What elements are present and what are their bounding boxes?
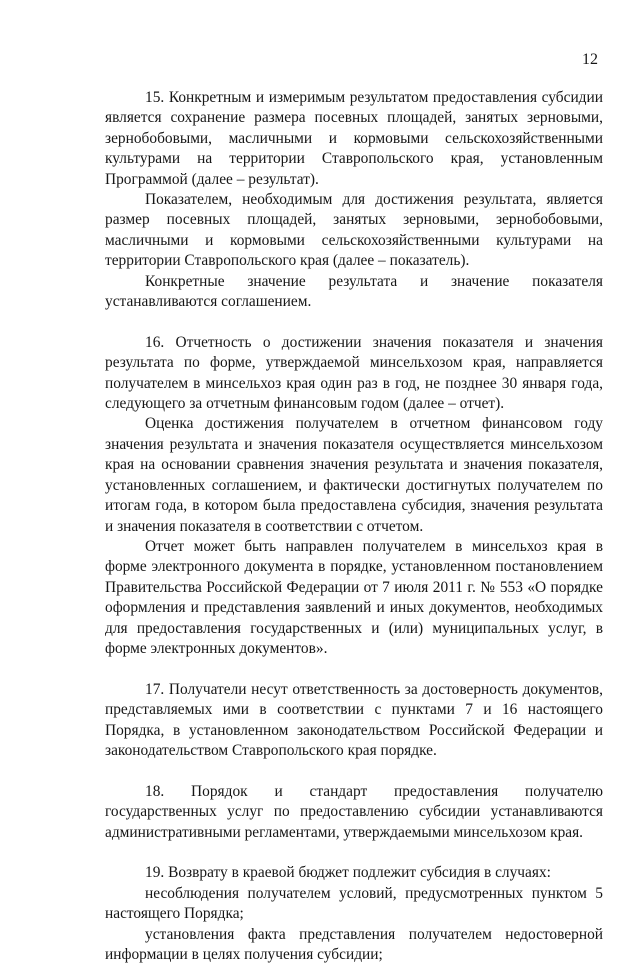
paragraph-16-evaluation: Оценка достижения получателем в отчетном финансовом году значения результата и значения показателя осуществляется минсельхозом края на основании сравнения значения результата и значения показателя, установленных соглашением, и фактически достигнутых получателем по итогам года, в котором была предоставлена субсидия, значения результата и значения показателя в соответствии с отчетом. (105, 415, 603, 535)
paragraph-15-indicator: Показателем, необходимым для достижения результата, является размер посевных площадей, занятых зерновыми, зернобобовыми, масличными и кормовыми сельскохозяйственными культурами на территории Ставропольского края (далее – показатель). (105, 191, 603, 270)
page-number: 12 (582, 51, 598, 68)
document-body (105, 88, 603, 965)
paragraph-19-refund: 19. Возврату в краевой бюджет подлежит субсидия в случаях: (145, 864, 551, 882)
paragraph-16-electronic: Отчет может быть направлен получателем в минсельхоз края в форме электронного документа в порядке, установленном постановлением Правительства Российской Федерации от 7 июля 2011 г. № 553 «О порядке оформления и представления заявлений и иных документов, необходимых для предоставления государственных и (или) муниципальных услуг, в форме электронных документов». (105, 537, 603, 657)
paragraph-18-standard: 18. Порядок и стандарт предоставления получателю государственных услуг по предоставлению субсидии устанавливаются административными регламентами, утверждаемыми минсельхозом края. (105, 782, 603, 841)
paragraph-19-case-conditions: несоблюдения получателем условий, предусмотренных пунктом 5 настоящего Порядка; (105, 884, 603, 923)
paragraph-17-responsibility: 17. Получатели несут ответственность за достоверность документов, представляемых ими в соответствии с пунктами 7 и 16 настоящего Порядка, в установленном законодательством Российской Федерации и законодательством Ставропольского края порядке. (105, 680, 603, 759)
paragraph-15-result: 15. Конкретным и измеримым результатом предоставления субсидии является сохранение размера посевных площадей, занятых зерновыми, зернобобовыми, масличными и кормовыми сельскохозяйственными культурами на территории Ставропольского края, установленным Программой (далее – результат). (105, 89, 603, 188)
paragraph-16-reporting: 16. Отчетность о достижении значения показателя и значения результата по форме, утверждаемой минсельхозом края, направляется получателем в минсельхоз края один раз в год, не позднее 30 января года, следующего за отчетным финансовым годом (далее – отчет). (105, 333, 603, 413)
paragraph-15-agreement: Конкретные значение результата и значение показателя устанавливаются соглашением. (105, 272, 603, 311)
paragraph-19-case-false-info: установления факта представления получателем недостоверной информации в целях получения субсидии; (105, 925, 603, 963)
